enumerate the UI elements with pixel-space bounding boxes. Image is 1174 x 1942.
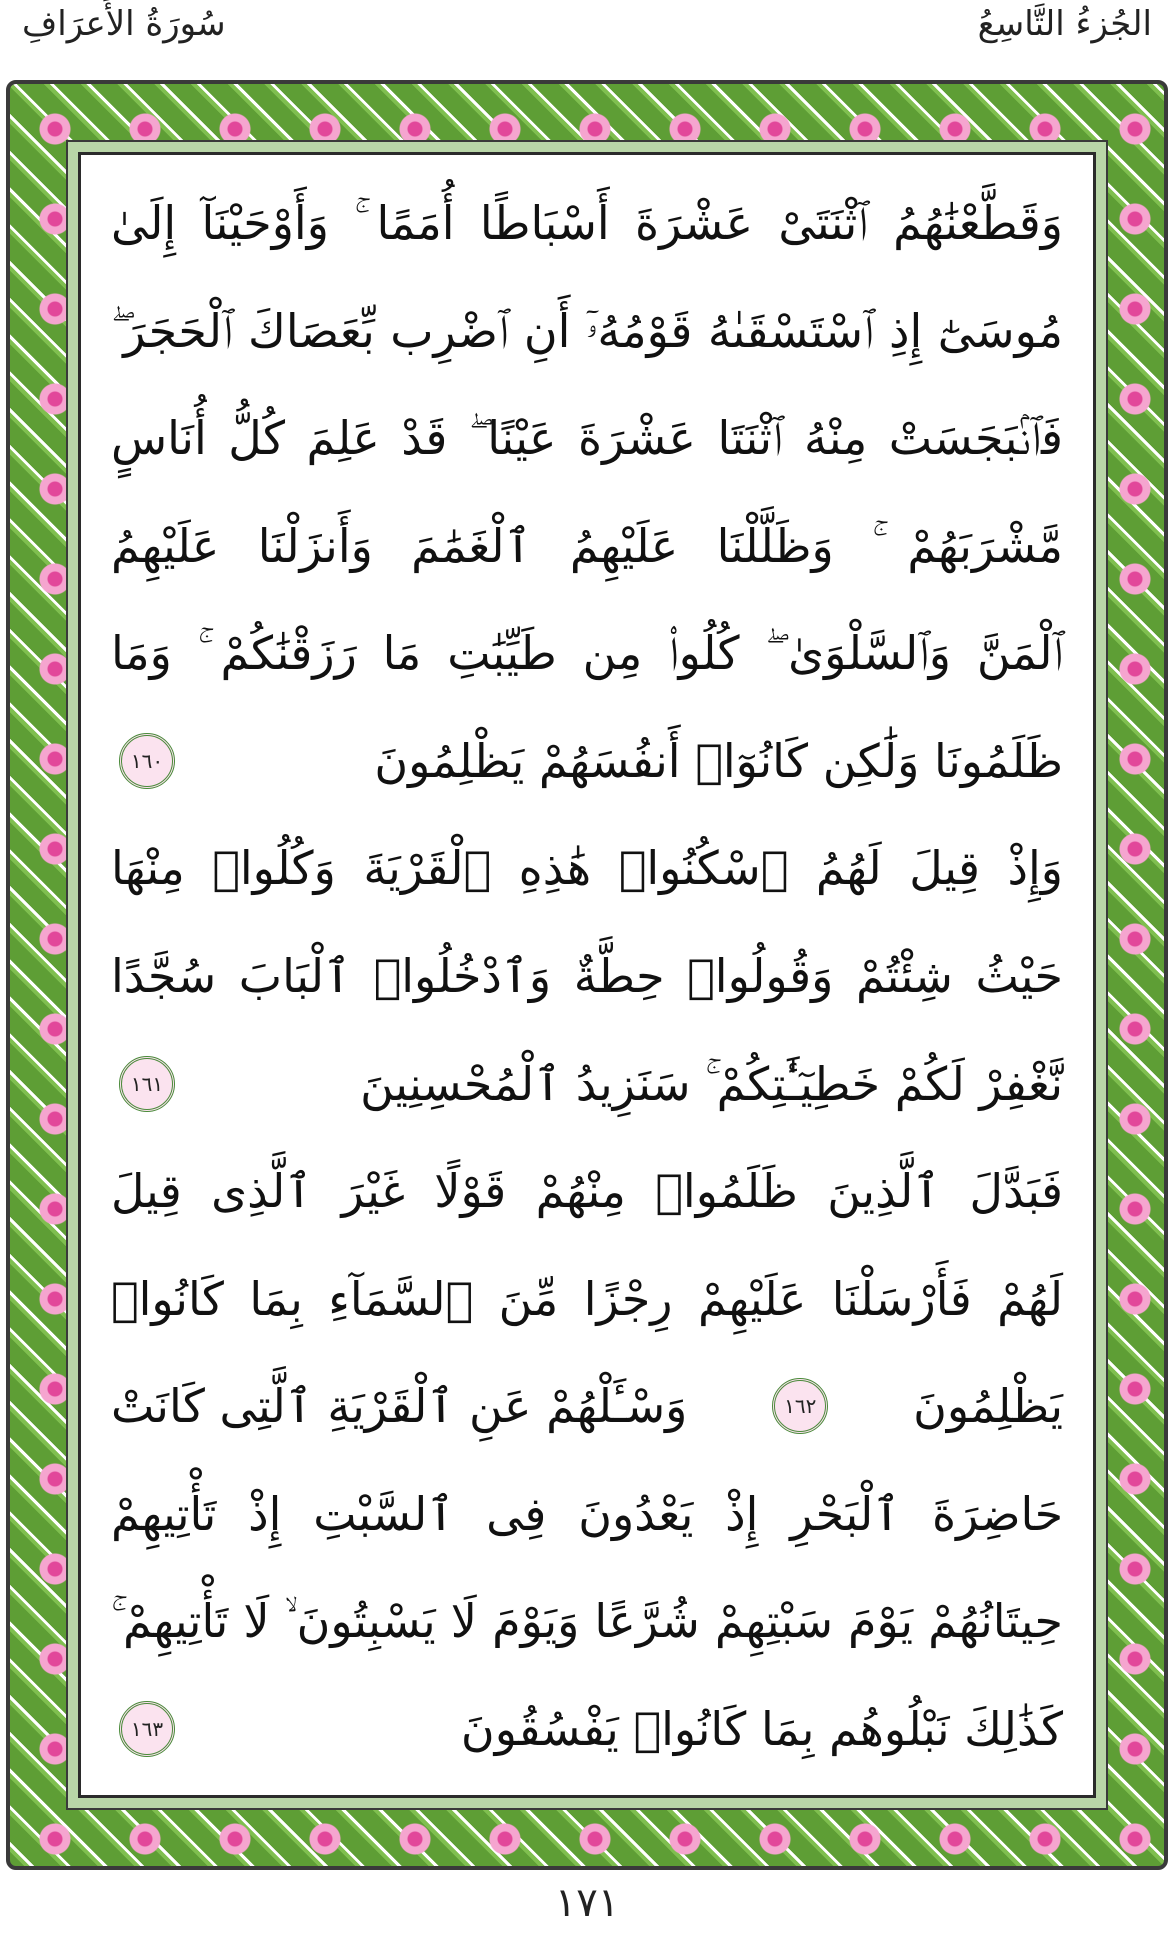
text-line: [111, 607, 1063, 699]
verse-text: ٱلْمَنَّ وَٱلسَّلْوَىٰ ۖ كُلُوا۟ مِن طَيِّبَٰتِ مَا رَزَقْنَٰكُمْ ۚ وَمَا: [111, 626, 1063, 681]
verse-text: وَقَطَّعْنَٰهُمُ ٱثْنَتَىْ عَشْرَةَ أَسْبَاطًا أُمَمًا ۚ وَأَوْحَيْنَآ إِلَىٰ: [111, 196, 1063, 250]
text-line: [111, 285, 1063, 377]
verse-text: يَظْلِمُونَ: [913, 1379, 1063, 1434]
verse-text: حِيتَانُهُمْ يَوْمَ سَبْتِهِمْ شُرَّعًا وَيَوْمَ لَا يَسْبِتُونَ ۙ لَا تَأْتِيهِمْ ۚ: [111, 1594, 1063, 1649]
border-band: [66, 140, 1108, 1810]
ayah-number-marker: ١٦٠: [119, 733, 175, 789]
text-line: [111, 1253, 1063, 1345]
verse-text: وَإِذْ قِيلَ لَهُمُ ٱسْكُنُوا۟ هَٰذِهِ ٱلْقَرْيَةَ وَكُلُوا۟ مِنْهَا: [111, 841, 1063, 896]
quran-text: [111, 177, 1063, 1775]
verse-text: مُوسَىٰٓ إِذِ ٱسْتَسْقَىٰهُ قَوْمُهُۥٓ أَنِ ٱضْرِب بِّعَصَاكَ ٱلْحَجَرَ ۖ: [111, 303, 1063, 358]
verse-text: كَذَٰلِكَ نَبْلُوهُم بِمَا كَانُوا۟ يَفْسُقُونَ: [460, 1701, 1063, 1756]
verse-text: فَٱنۢبَجَسَتْ مِنْهُ ٱثْنَتَا عَشْرَةَ عَيْنًا ۖ قَدْ عَلِمَ كُلُّ أُنَاسٍ: [111, 411, 1063, 466]
verse-text: مَّشْرَبَهُمْ ۚ وَظَلَّلْنَا عَلَيْهِمُ ٱلْغَمَٰمَ وَأَنزَلْنَا عَلَيْهِمُ: [111, 518, 1063, 573]
ayah-number-marker: ١٦٢: [772, 1378, 828, 1434]
text-line: [111, 1360, 1063, 1452]
text-line: [111, 822, 1063, 914]
text-panel: [78, 152, 1096, 1798]
verse-text: ظَلَمُونَا وَلَٰكِن كَانُوٓا۟ أَنفُسَهُمْ يَظْلِمُونَ: [374, 733, 1063, 788]
text-line: [111, 392, 1063, 484]
verse-text: وَسْـَٔلْهُمْ عَنِ ٱلْقَرْيَةِ ٱلَّتِى كَانَتْ: [111, 1379, 688, 1434]
verse-text: لَهُمْ فَأَرْسَلْنَا عَلَيْهِمْ رِجْزًا مِّنَ ٱلسَّمَآءِ بِمَا كَانُوا۟: [111, 1271, 1063, 1326]
text-line: [111, 1145, 1063, 1237]
page-number: ١٧١: [554, 1880, 620, 1926]
surah-title: سُورَةُ الأَعرَافِ: [22, 4, 226, 44]
juz-title: الجُزءُ التَّاسِعُ: [977, 4, 1152, 44]
text-line: [111, 930, 1063, 1022]
verse-text: فَبَدَّلَ ٱلَّذِينَ ظَلَمُوا۟ مِنْهُمْ قَوْلًا غَيْرَ ٱلَّذِى قِيلَ: [111, 1164, 1063, 1219]
verse-text: حَيْثُ شِئْتُمْ وَقُولُوا۟ حِطَّةٌ وَٱدْخُلُوا۟ ٱلْبَابَ سُجَّدًا: [111, 948, 1063, 1003]
verse-text: نَّغْفِرْ لَكُمْ خَطِيٓـَٰٔتِكُمْ ۚ سَنَزِيدُ ٱلْمُحْسِنِينَ: [360, 1056, 1063, 1111]
verse-text: حَاضِرَةَ ٱلْبَحْرِ إِذْ يَعْدُونَ فِى ٱلسَّبْتِ إِذْ تَأْتِيهِمْ: [111, 1486, 1063, 1541]
text-line: [111, 1038, 1063, 1130]
ayah-number-marker: ١٦١: [119, 1056, 175, 1112]
text-line: [111, 715, 1063, 807]
text-line: [111, 1575, 1063, 1667]
text-line: [111, 1683, 1063, 1775]
text-line: [111, 1468, 1063, 1560]
ayah-number-marker: ١٦٣: [119, 1701, 175, 1757]
text-line: [111, 177, 1063, 269]
text-line: [111, 500, 1063, 592]
ornamental-border: [6, 80, 1168, 1870]
